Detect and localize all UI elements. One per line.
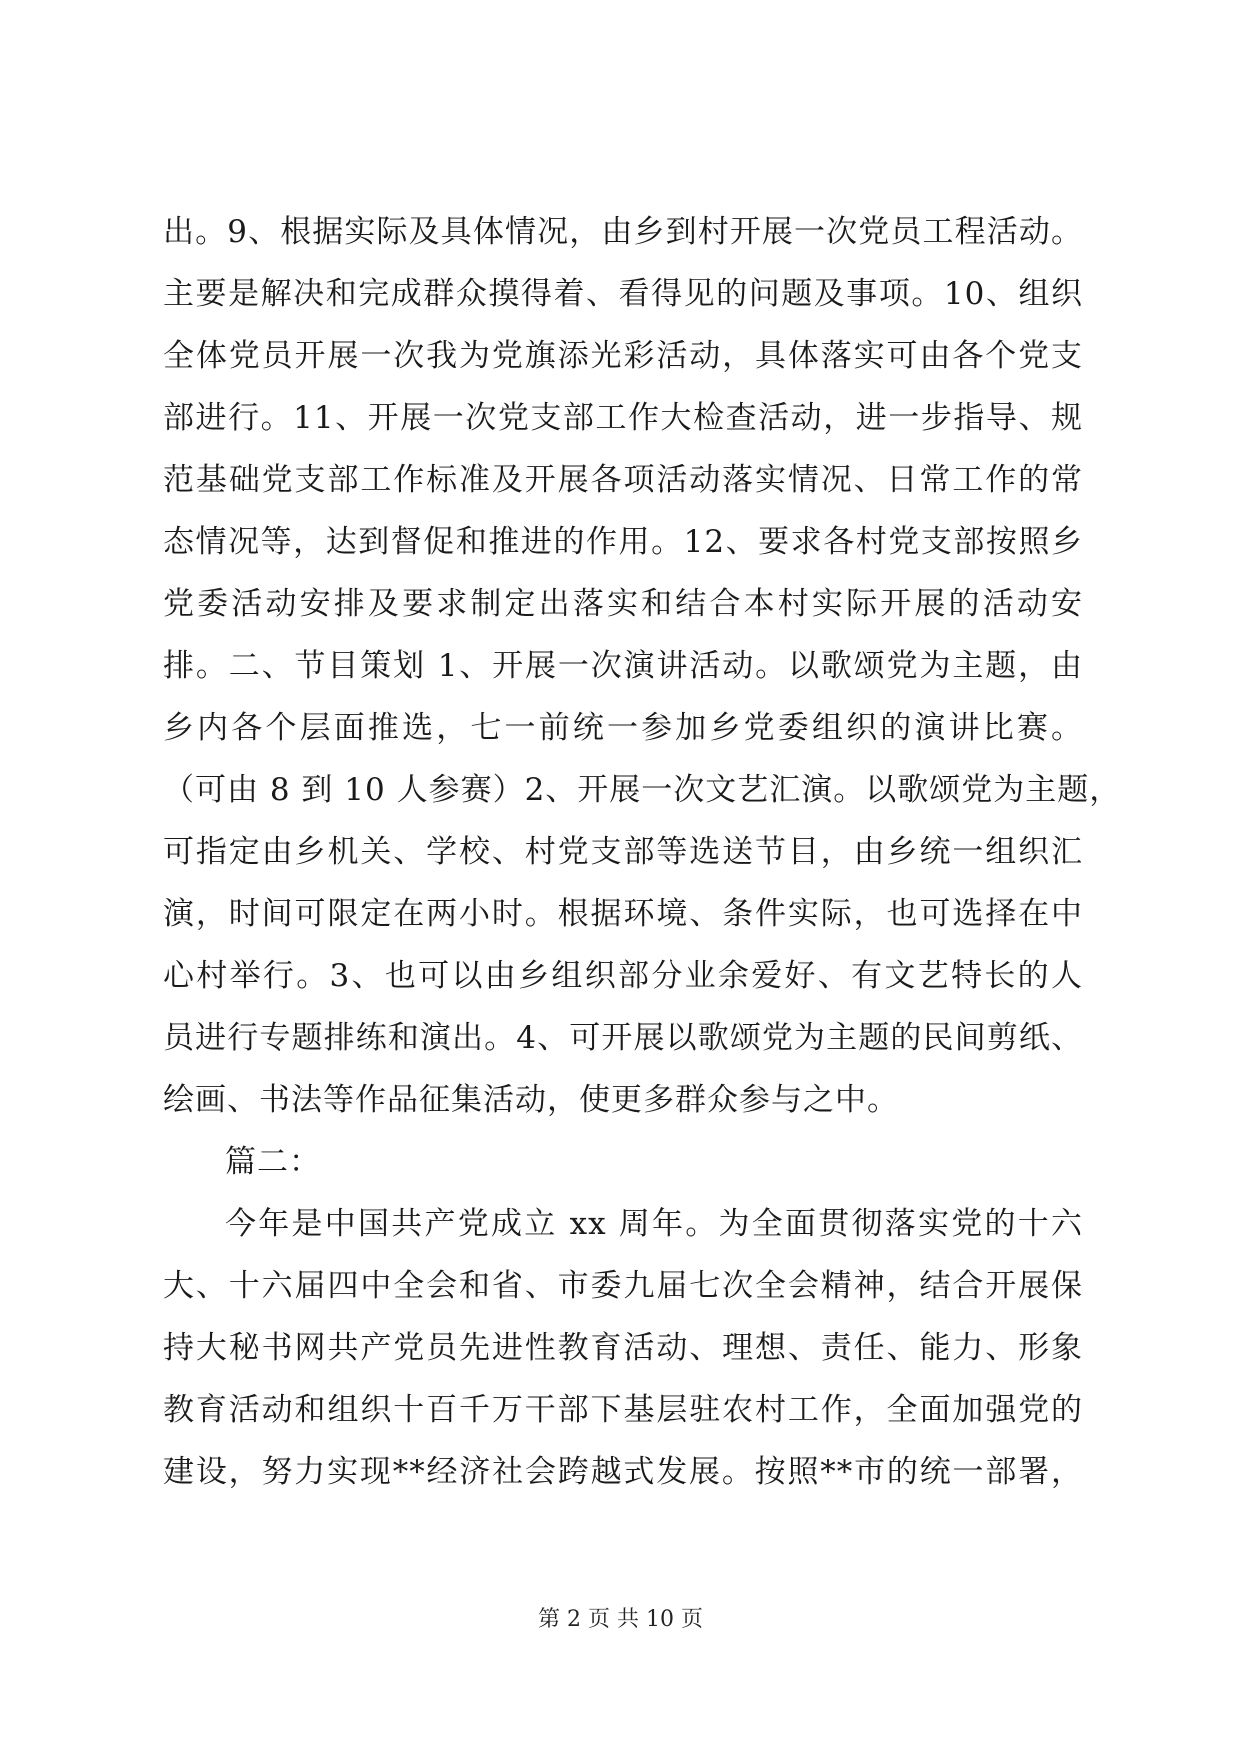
body-line-17: 今年是中国共产党成立 xx 周年。为全面贯彻落实党的十六: [225, 1206, 1083, 1242]
body-line-1: 出。9、根据实际及具体情况，由乡到村开展一次党员工程活动。: [163, 214, 1083, 250]
body-line-7: 党委活动安排及要求制定出落实和结合本村实际开展的活动安: [163, 586, 1083, 622]
body-line-14: 员进行专题排练和演出。4、可开展以歌颂党为主题的民间剪纸、: [163, 1020, 1083, 1056]
body-line-4: 部进行。11、开展一次党支部工作大检查活动，进一步指导、规: [163, 400, 1083, 436]
body-line-6: 态情况等，达到督促和推进的作用。12、要求各村党支部按照乡: [163, 524, 1083, 560]
body-line-5: 范基础党支部工作标准及开展各项活动落实情况、日常工作的常: [163, 462, 1083, 498]
body-line-12: 演，时间可限定在两小时。根据环境、条件实际，也可选择在中: [163, 896, 1083, 932]
body-line-21: 建设，努力实现**经济社会跨越式发展。按照**市的统一部署，: [163, 1454, 1083, 1490]
body-line-3: 全体党员开展一次我为党旗添光彩活动，具体落实可由各个党支: [163, 338, 1083, 374]
body-line-11: 可指定由乡机关、学校、村党支部等选送节目，由乡统一组织汇: [163, 834, 1083, 870]
body-line-10: （可由 8 到 10 人参赛）2、开展一次文艺汇演。以歌颂党为主题，: [163, 772, 1122, 808]
section-heading: 篇二：: [225, 1144, 321, 1180]
body-line-20: 教育活动和组织十百千万干部下基层驻农村工作，全面加强党的: [163, 1392, 1083, 1428]
document-body: [163, 201, 1122, 1503]
body-line-2: 主要是解决和完成群众摸得着、看得见的问题及事项。10、组织: [163, 276, 1083, 312]
page-number-footer: 第 2 页 共 10 页: [538, 1607, 703, 1632]
body-line-18: 大、十六届四中全会和省、市委九届七次全会精神，结合开展保: [163, 1268, 1083, 1304]
body-line-9: 乡内各个层面推选，七一前统一参加乡党委组织的演讲比赛。: [163, 710, 1083, 746]
body-line-15: 绘画、书法等作品征集活动，使更多群众参与之中。: [163, 1082, 899, 1118]
body-line-8: 排。二、节目策划 1、开展一次演讲活动。以歌颂党为主题，由: [163, 648, 1083, 684]
body-line-19: 持大秘书网共产党员先进性教育活动、理想、责任、能力、形象: [163, 1330, 1083, 1366]
body-line-13: 心村举行。3、也可以由乡组织部分业余爱好、有文艺特长的人: [163, 958, 1083, 994]
